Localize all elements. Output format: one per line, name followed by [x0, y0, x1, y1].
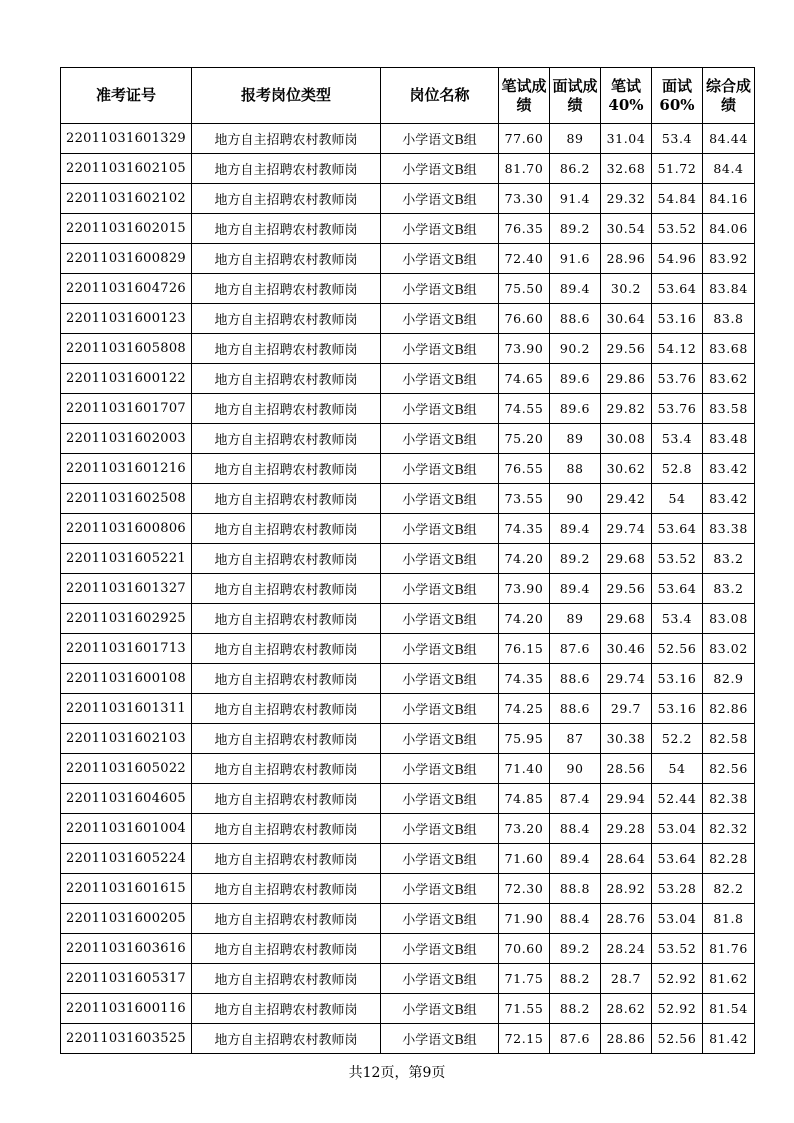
cell-interview-score: 88.2	[550, 994, 601, 1024]
cell-written-40: 30.46	[601, 634, 652, 664]
table-row	[61, 484, 755, 514]
cell-position-type: 地方自主招聘农村教师岗	[192, 1024, 381, 1054]
table-row	[61, 574, 755, 604]
cell-total-score: 83.02	[703, 634, 755, 664]
cell-written-score: 74.25	[499, 694, 550, 724]
cell-position-name: 小学语文B组	[381, 754, 499, 784]
cell-admission-number: 22011031605221	[61, 544, 192, 574]
cell-total-score: 83.42	[703, 454, 755, 484]
cell-total-score: 83.92	[703, 244, 755, 274]
cell-position-type: 地方自主招聘农村教师岗	[192, 484, 381, 514]
cell-interview-60: 54.84	[652, 184, 703, 214]
cell-written-score: 71.40	[499, 754, 550, 784]
cell-interview-60: 52.92	[652, 994, 703, 1024]
cell-interview-score: 89	[550, 604, 601, 634]
cell-written-40: 29.7	[601, 694, 652, 724]
cell-total-score: 82.2	[703, 874, 755, 904]
cell-written-score: 72.30	[499, 874, 550, 904]
cell-written-40: 29.68	[601, 544, 652, 574]
table-row	[61, 394, 755, 424]
cell-admission-number: 22011031601311	[61, 694, 192, 724]
cell-written-40: 28.24	[601, 934, 652, 964]
table-row	[61, 754, 755, 784]
header-interview-60: 面试60%	[652, 68, 703, 124]
cell-admission-number: 22011031601707	[61, 394, 192, 424]
cell-written-40: 31.04	[601, 124, 652, 154]
cell-written-40: 29.74	[601, 514, 652, 544]
cell-interview-60: 53.04	[652, 814, 703, 844]
cell-written-score: 77.60	[499, 124, 550, 154]
table-row	[61, 664, 755, 694]
cell-interview-score: 87	[550, 724, 601, 754]
cell-written-score: 76.35	[499, 214, 550, 244]
cell-interview-60: 54.12	[652, 334, 703, 364]
cell-admission-number: 22011031601216	[61, 454, 192, 484]
cell-interview-score: 89.2	[550, 214, 601, 244]
cell-position-name: 小学语文B组	[381, 574, 499, 604]
cell-written-40: 30.08	[601, 424, 652, 454]
cell-interview-60: 53.64	[652, 844, 703, 874]
cell-admission-number: 22011031600108	[61, 664, 192, 694]
cell-admission-number: 22011031601329	[61, 124, 192, 154]
cell-written-40: 29.86	[601, 364, 652, 394]
table-row	[61, 124, 755, 154]
header-total-score: 综合成绩	[703, 68, 755, 124]
cell-written-40: 28.96	[601, 244, 652, 274]
cell-total-score: 81.8	[703, 904, 755, 934]
cell-position-name: 小学语文B组	[381, 964, 499, 994]
cell-interview-score: 91.4	[550, 184, 601, 214]
cell-position-type: 地方自主招聘农村教师岗	[192, 754, 381, 784]
cell-admission-number: 22011031602925	[61, 604, 192, 634]
cell-interview-60: 53.52	[652, 544, 703, 574]
table-row	[61, 364, 755, 394]
cell-position-name: 小学语文B组	[381, 274, 499, 304]
cell-written-40: 29.28	[601, 814, 652, 844]
cell-admission-number: 22011031601713	[61, 634, 192, 664]
cell-interview-60: 53.4	[652, 604, 703, 634]
header-written-40: 笔试40%	[601, 68, 652, 124]
cell-written-40: 30.64	[601, 304, 652, 334]
cell-interview-60: 53.64	[652, 514, 703, 544]
table-row	[61, 304, 755, 334]
cell-total-score: 83.8	[703, 304, 755, 334]
cell-written-score: 75.50	[499, 274, 550, 304]
cell-written-score: 72.15	[499, 1024, 550, 1054]
cell-admission-number: 22011031600122	[61, 364, 192, 394]
cell-written-score: 74.65	[499, 364, 550, 394]
cell-admission-number: 22011031602015	[61, 214, 192, 244]
cell-position-name: 小学语文B组	[381, 694, 499, 724]
cell-admission-number: 22011031602105	[61, 154, 192, 184]
cell-position-type: 地方自主招聘农村教师岗	[192, 724, 381, 754]
cell-total-score: 83.2	[703, 574, 755, 604]
cell-written-40: 29.56	[601, 334, 652, 364]
cell-admission-number: 22011031601615	[61, 874, 192, 904]
cell-position-name: 小学语文B组	[381, 214, 499, 244]
header-interview-score: 面试成绩	[550, 68, 601, 124]
cell-position-type: 地方自主招聘农村教师岗	[192, 844, 381, 874]
cell-position-name: 小学语文B组	[381, 934, 499, 964]
cell-interview-score: 87.6	[550, 1024, 601, 1054]
cell-admission-number: 22011031600829	[61, 244, 192, 274]
cell-interview-60: 53.4	[652, 124, 703, 154]
cell-interview-60: 52.56	[652, 634, 703, 664]
cell-position-name: 小学语文B组	[381, 994, 499, 1024]
cell-position-name: 小学语文B组	[381, 604, 499, 634]
cell-admission-number: 22011031603616	[61, 934, 192, 964]
cell-position-type: 地方自主招聘农村教师岗	[192, 904, 381, 934]
cell-total-score: 82.9	[703, 664, 755, 694]
table-row	[61, 184, 755, 214]
cell-admission-number: 22011031603525	[61, 1024, 192, 1054]
cell-position-name: 小学语文B组	[381, 394, 499, 424]
cell-written-score: 74.20	[499, 544, 550, 574]
cell-written-40: 28.62	[601, 994, 652, 1024]
cell-interview-60: 52.44	[652, 784, 703, 814]
table-row	[61, 724, 755, 754]
cell-interview-60: 53.76	[652, 364, 703, 394]
cell-interview-60: 52.2	[652, 724, 703, 754]
cell-position-name: 小学语文B组	[381, 844, 499, 874]
cell-position-name: 小学语文B组	[381, 154, 499, 184]
cell-interview-score: 88	[550, 454, 601, 484]
cell-written-score: 71.60	[499, 844, 550, 874]
cell-written-score: 74.35	[499, 664, 550, 694]
cell-written-score: 73.30	[499, 184, 550, 214]
cell-total-score: 83.38	[703, 514, 755, 544]
cell-total-score: 83.68	[703, 334, 755, 364]
cell-total-score: 84.44	[703, 124, 755, 154]
header-written-score: 笔试成绩	[499, 68, 550, 124]
cell-total-score: 82.38	[703, 784, 755, 814]
cell-interview-60: 53.52	[652, 934, 703, 964]
cell-written-score: 73.90	[499, 334, 550, 364]
cell-interview-score: 89.4	[550, 574, 601, 604]
cell-position-type: 地方自主招聘农村教师岗	[192, 574, 381, 604]
cell-position-name: 小学语文B组	[381, 424, 499, 454]
table-row	[61, 814, 755, 844]
cell-position-type: 地方自主招聘农村教师岗	[192, 394, 381, 424]
cell-position-name: 小学语文B组	[381, 454, 499, 484]
cell-position-type: 地方自主招聘农村教师岗	[192, 784, 381, 814]
cell-total-score: 83.42	[703, 484, 755, 514]
cell-position-type: 地方自主招聘农村教师岗	[192, 544, 381, 574]
table-row	[61, 424, 755, 454]
cell-total-score: 81.42	[703, 1024, 755, 1054]
cell-written-score: 71.90	[499, 904, 550, 934]
cell-written-40: 29.74	[601, 664, 652, 694]
cell-written-40: 28.92	[601, 874, 652, 904]
table-row	[61, 514, 755, 544]
cell-position-name: 小学语文B组	[381, 124, 499, 154]
cell-interview-score: 89	[550, 124, 601, 154]
cell-total-score: 82.86	[703, 694, 755, 724]
cell-position-name: 小学语文B组	[381, 724, 499, 754]
table-row	[61, 544, 755, 574]
cell-interview-score: 88.6	[550, 694, 601, 724]
cell-position-type: 地方自主招聘农村教师岗	[192, 814, 381, 844]
cell-total-score: 83.62	[703, 364, 755, 394]
cell-position-type: 地方自主招聘农村教师岗	[192, 874, 381, 904]
cell-written-score: 74.55	[499, 394, 550, 424]
cell-position-type: 地方自主招聘农村教师岗	[192, 214, 381, 244]
cell-admission-number: 22011031601004	[61, 814, 192, 844]
cell-position-type: 地方自主招聘农村教师岗	[192, 664, 381, 694]
table-row	[61, 934, 755, 964]
cell-interview-score: 89.2	[550, 544, 601, 574]
cell-interview-score: 90	[550, 484, 601, 514]
cell-position-type: 地方自主招聘农村教师岗	[192, 424, 381, 454]
cell-total-score: 82.28	[703, 844, 755, 874]
cell-total-score: 82.58	[703, 724, 755, 754]
cell-interview-score: 88.6	[550, 664, 601, 694]
table-row	[61, 214, 755, 244]
cell-interview-60: 51.72	[652, 154, 703, 184]
cell-interview-60: 53.76	[652, 394, 703, 424]
cell-written-40: 30.2	[601, 274, 652, 304]
cell-written-40: 30.62	[601, 454, 652, 484]
cell-position-name: 小学语文B组	[381, 634, 499, 664]
cell-admission-number: 22011031600116	[61, 994, 192, 1024]
table-row	[61, 1024, 755, 1054]
cell-interview-60: 53.28	[652, 874, 703, 904]
cell-written-40: 32.68	[601, 154, 652, 184]
cell-written-40: 29.94	[601, 784, 652, 814]
cell-written-40: 30.38	[601, 724, 652, 754]
cell-written-score: 76.60	[499, 304, 550, 334]
cell-position-name: 小学语文B组	[381, 664, 499, 694]
cell-position-type: 地方自主招聘农村教师岗	[192, 634, 381, 664]
cell-interview-score: 89.4	[550, 274, 601, 304]
cell-position-type: 地方自主招聘农村教师岗	[192, 964, 381, 994]
cell-interview-score: 86.2	[550, 154, 601, 184]
cell-position-type: 地方自主招聘农村教师岗	[192, 274, 381, 304]
cell-position-type: 地方自主招聘农村教师岗	[192, 154, 381, 184]
cell-total-score: 82.56	[703, 754, 755, 784]
cell-total-score: 83.58	[703, 394, 755, 424]
cell-admission-number: 22011031605022	[61, 754, 192, 784]
cell-interview-60: 54	[652, 484, 703, 514]
cell-admission-number: 22011031604605	[61, 784, 192, 814]
cell-interview-score: 89.2	[550, 934, 601, 964]
cell-total-score: 84.06	[703, 214, 755, 244]
cell-written-score: 76.15	[499, 634, 550, 664]
cell-written-40: 29.68	[601, 604, 652, 634]
cell-written-40: 29.42	[601, 484, 652, 514]
cell-interview-60: 53.64	[652, 274, 703, 304]
cell-written-40: 30.54	[601, 214, 652, 244]
cell-interview-score: 90	[550, 754, 601, 784]
cell-interview-score: 88.2	[550, 964, 601, 994]
cell-position-name: 小学语文B组	[381, 1024, 499, 1054]
cell-position-name: 小学语文B组	[381, 544, 499, 574]
cell-written-score: 73.55	[499, 484, 550, 514]
cell-written-40: 29.32	[601, 184, 652, 214]
cell-total-score: 83.2	[703, 544, 755, 574]
cell-total-score: 84.16	[703, 184, 755, 214]
cell-position-type: 地方自主招聘农村教师岗	[192, 184, 381, 214]
cell-interview-60: 54	[652, 754, 703, 784]
cell-total-score: 81.76	[703, 934, 755, 964]
cell-written-40: 28.76	[601, 904, 652, 934]
cell-written-score: 70.60	[499, 934, 550, 964]
cell-interview-score: 88.6	[550, 304, 601, 334]
cell-position-type: 地方自主招聘农村教师岗	[192, 514, 381, 544]
cell-admission-number: 22011031605224	[61, 844, 192, 874]
cell-position-name: 小学语文B组	[381, 484, 499, 514]
cell-admission-number: 22011031602003	[61, 424, 192, 454]
cell-interview-score: 87.4	[550, 784, 601, 814]
cell-admission-number: 22011031604726	[61, 274, 192, 304]
table-row	[61, 334, 755, 364]
cell-interview-60: 53.16	[652, 694, 703, 724]
table-row	[61, 274, 755, 304]
cell-written-score: 73.90	[499, 574, 550, 604]
cell-admission-number: 22011031605808	[61, 334, 192, 364]
cell-interview-60: 54.96	[652, 244, 703, 274]
cell-interview-60: 52.8	[652, 454, 703, 484]
cell-written-score: 81.70	[499, 154, 550, 184]
cell-position-name: 小学语文B组	[381, 514, 499, 544]
cell-interview-60: 53.64	[652, 574, 703, 604]
cell-position-type: 地方自主招聘农村教师岗	[192, 604, 381, 634]
cell-written-score: 71.75	[499, 964, 550, 994]
cell-written-40: 28.7	[601, 964, 652, 994]
cell-admission-number: 22011031605317	[61, 964, 192, 994]
score-table	[60, 67, 755, 1054]
cell-position-type: 地方自主招聘农村教师岗	[192, 124, 381, 154]
table-body	[61, 124, 755, 1054]
cell-interview-score: 89.4	[550, 844, 601, 874]
cell-interview-60: 53.04	[652, 904, 703, 934]
cell-position-name: 小学语文B组	[381, 814, 499, 844]
cell-written-score: 74.85	[499, 784, 550, 814]
cell-written-score: 73.20	[499, 814, 550, 844]
cell-position-name: 小学语文B组	[381, 334, 499, 364]
cell-position-type: 地方自主招聘农村教师岗	[192, 244, 381, 274]
header-position-type: 报考岗位类型	[192, 68, 381, 124]
cell-written-score: 75.95	[499, 724, 550, 754]
table-row	[61, 904, 755, 934]
cell-position-type: 地方自主招聘农村教师岗	[192, 994, 381, 1024]
header-admission-number: 准考证号	[61, 68, 192, 124]
cell-interview-score: 90.2	[550, 334, 601, 364]
cell-written-40: 28.64	[601, 844, 652, 874]
cell-total-score: 83.84	[703, 274, 755, 304]
table-row	[61, 784, 755, 814]
cell-admission-number: 22011031602508	[61, 484, 192, 514]
cell-position-type: 地方自主招聘农村教师岗	[192, 334, 381, 364]
cell-position-name: 小学语文B组	[381, 784, 499, 814]
cell-admission-number: 22011031602103	[61, 724, 192, 754]
cell-position-type: 地方自主招聘农村教师岗	[192, 364, 381, 394]
cell-written-score: 71.55	[499, 994, 550, 1024]
cell-admission-number: 22011031601327	[61, 574, 192, 604]
cell-written-40: 28.86	[601, 1024, 652, 1054]
cell-interview-60: 53.52	[652, 214, 703, 244]
cell-position-name: 小学语文B组	[381, 184, 499, 214]
cell-interview-score: 89	[550, 424, 601, 454]
cell-position-type: 地方自主招聘农村教师岗	[192, 454, 381, 484]
cell-interview-score: 88.8	[550, 874, 601, 904]
header-row	[61, 68, 755, 124]
table-row	[61, 604, 755, 634]
cell-admission-number: 22011031600205	[61, 904, 192, 934]
cell-interview-score: 89.4	[550, 514, 601, 544]
cell-interview-60: 53.4	[652, 424, 703, 454]
cell-position-name: 小学语文B组	[381, 904, 499, 934]
cell-interview-score: 87.6	[550, 634, 601, 664]
cell-total-score: 83.48	[703, 424, 755, 454]
cell-written-score: 74.35	[499, 514, 550, 544]
cell-interview-score: 88.4	[550, 904, 601, 934]
cell-written-score: 75.20	[499, 424, 550, 454]
cell-position-name: 小学语文B组	[381, 364, 499, 394]
cell-total-score: 83.08	[703, 604, 755, 634]
cell-interview-score: 88.4	[550, 814, 601, 844]
cell-written-40: 28.56	[601, 754, 652, 784]
table-row	[61, 844, 755, 874]
table-row	[61, 994, 755, 1024]
header-position-name: 岗位名称	[381, 68, 499, 124]
cell-interview-score: 89.6	[550, 394, 601, 424]
cell-position-type: 地方自主招聘农村教师岗	[192, 304, 381, 334]
cell-admission-number: 22011031600806	[61, 514, 192, 544]
cell-written-score: 74.20	[499, 604, 550, 634]
cell-position-type: 地方自主招聘农村教师岗	[192, 694, 381, 724]
table-row	[61, 694, 755, 724]
cell-total-score: 82.32	[703, 814, 755, 844]
page-number: 共12页，第9页	[348, 1065, 446, 1081]
cell-interview-60: 53.16	[652, 304, 703, 334]
table-row	[61, 154, 755, 184]
table-row	[61, 244, 755, 274]
cell-total-score: 84.4	[703, 154, 755, 184]
cell-position-name: 小学语文B组	[381, 874, 499, 904]
cell-interview-score: 89.6	[550, 364, 601, 394]
table-row	[61, 634, 755, 664]
cell-written-score: 72.40	[499, 244, 550, 274]
cell-interview-60: 53.16	[652, 664, 703, 694]
cell-position-name: 小学语文B组	[381, 304, 499, 334]
table-row	[61, 454, 755, 484]
cell-admission-number: 22011031602102	[61, 184, 192, 214]
cell-written-40: 29.82	[601, 394, 652, 424]
table-row	[61, 964, 755, 994]
table-row	[61, 874, 755, 904]
cell-position-type: 地方自主招聘农村教师岗	[192, 934, 381, 964]
cell-written-40: 29.56	[601, 574, 652, 604]
cell-interview-60: 52.56	[652, 1024, 703, 1054]
cell-interview-60: 52.92	[652, 964, 703, 994]
cell-total-score: 81.62	[703, 964, 755, 994]
cell-admission-number: 22011031600123	[61, 304, 192, 334]
cell-written-score: 76.55	[499, 454, 550, 484]
cell-position-name: 小学语文B组	[381, 244, 499, 274]
cell-total-score: 81.54	[703, 994, 755, 1024]
cell-interview-score: 91.6	[550, 244, 601, 274]
